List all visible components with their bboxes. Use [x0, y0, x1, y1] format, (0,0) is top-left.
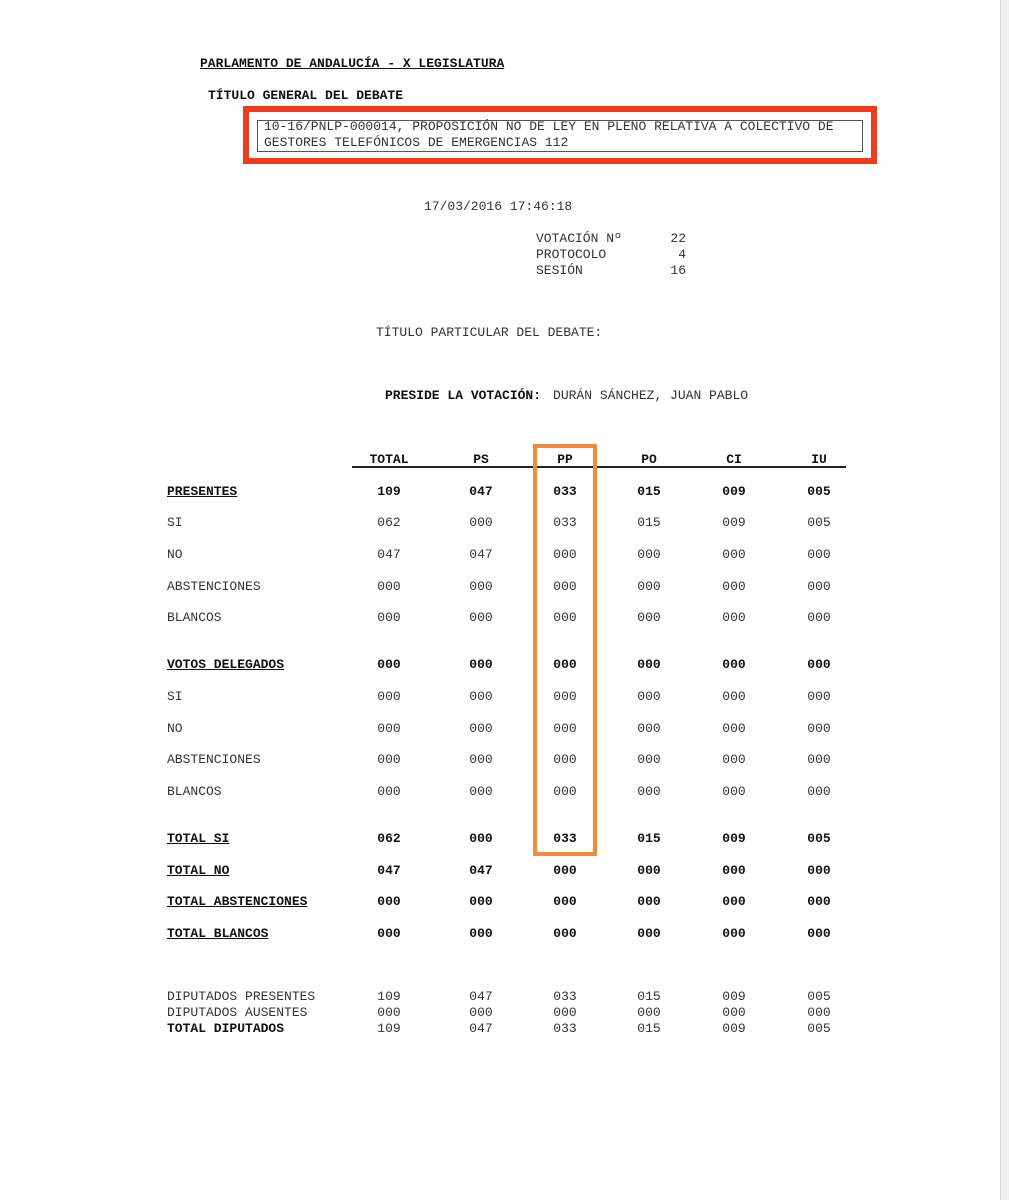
table-cell: 000	[553, 579, 577, 594]
column-header-pp: PP	[557, 452, 573, 467]
table-cell: 000	[722, 579, 746, 594]
table-cell: 005	[807, 831, 831, 846]
table-cell: 000	[553, 721, 577, 736]
table-cell: 000	[469, 926, 493, 941]
table-cell: 015	[637, 484, 661, 499]
table-cell: 015	[637, 831, 661, 846]
table-cell: 000	[553, 926, 577, 941]
column-header-iu: IU	[811, 452, 827, 467]
summary-cell: 109	[377, 1021, 401, 1036]
summary-label: TOTAL DIPUTADOS	[167, 1021, 285, 1036]
row-label: ABSTENCIONES	[167, 579, 261, 594]
row-label: SI	[167, 689, 183, 704]
table-cell: 109	[377, 484, 401, 499]
summary-cell: 047	[469, 989, 493, 1004]
table-cell: 033	[553, 484, 577, 499]
table-cell: 000	[553, 547, 577, 562]
column-header-total: TOTAL	[369, 452, 409, 467]
table-cell: 000	[377, 926, 401, 941]
summary-cell: 109	[377, 989, 401, 1004]
table-cell: 000	[553, 689, 577, 704]
table-cell: 005	[807, 515, 831, 530]
table-cell: 000	[553, 863, 577, 878]
table-cell: 000	[637, 721, 661, 736]
table-cell: 000	[637, 547, 661, 562]
table-cell: 047	[469, 547, 493, 562]
table-cell: 000	[722, 721, 746, 736]
particular-title-label: TÍTULO PARTICULAR DEL DEBATE:	[376, 325, 603, 340]
column-header-po: PO	[641, 452, 657, 467]
table-cell: 000	[469, 894, 493, 909]
table-cell: 047	[377, 547, 401, 562]
row-label: ABSTENCIONES	[167, 752, 261, 767]
general-title-text	[264, 119, 864, 151]
summary-cell: 033	[553, 989, 577, 1004]
row-label: BLANCOS	[167, 784, 222, 799]
table-cell: 000	[722, 926, 746, 941]
table-cell: 000	[722, 894, 746, 909]
row-label: BLANCOS	[167, 610, 222, 625]
table-cell: 000	[553, 610, 577, 625]
general-title-line-1: 10-16/PNLP-000014, PROPOSICIÓN NO DE LEY EN PLENO RELATIVA A COLECTIVO DE	[264, 119, 834, 134]
row-label: TOTAL BLANCOS	[167, 926, 269, 941]
table-cell: 000	[807, 657, 831, 672]
table-cell: 005	[807, 484, 831, 499]
table-cell: 000	[377, 752, 401, 767]
table-cell: 047	[469, 863, 493, 878]
votacion-label: VOTACIÓN Nº	[536, 231, 622, 246]
summary-cell: 009	[722, 989, 746, 1004]
parliament-heading: PARLAMENTO DE ANDALUCÍA - X LEGISLATURA	[200, 56, 505, 71]
table-cell: 062	[377, 515, 401, 530]
protocolo-value: 4	[678, 247, 686, 262]
table-cell: 000	[553, 784, 577, 799]
table-cell: 000	[807, 752, 831, 767]
table-cell: 015	[637, 515, 661, 530]
table-cell: 000	[377, 784, 401, 799]
table-header-rule	[352, 466, 846, 468]
pp-column-highlight	[533, 444, 597, 856]
table-cell: 000	[377, 721, 401, 736]
table-cell: 000	[637, 689, 661, 704]
table-cell: 000	[469, 831, 493, 846]
table-cell: 000	[807, 926, 831, 941]
table-cell: 000	[637, 579, 661, 594]
table-cell: 033	[553, 515, 577, 530]
table-cell: 000	[553, 657, 577, 672]
page-edge	[1000, 0, 1009, 1200]
general-title-label: TÍTULO GENERAL DEL DEBATE	[208, 88, 404, 103]
summary-label: DIPUTADOS AUSENTES	[167, 1005, 308, 1020]
summary-cell: 047	[469, 1021, 493, 1036]
table-cell: 000	[807, 689, 831, 704]
table-cell: 000	[722, 784, 746, 799]
table-cell: 000	[469, 752, 493, 767]
table-cell: 062	[377, 831, 401, 846]
summary-cell: 005	[807, 989, 831, 1004]
table-cell: 000	[637, 894, 661, 909]
row-label: TOTAL ABSTENCIONES	[167, 894, 308, 909]
presides-name: DURÁN SÁNCHEZ, JUAN PABLO	[553, 388, 749, 403]
table-cell: 000	[722, 863, 746, 878]
table-cell: 000	[377, 689, 401, 704]
table-cell: 000	[807, 610, 831, 625]
row-label: TOTAL SI	[167, 831, 230, 846]
summary-cell: 009	[722, 1021, 746, 1036]
table-cell: 000	[807, 547, 831, 562]
summary-cell: 015	[637, 989, 661, 1004]
summary-label: DIPUTADOS PRESENTES	[167, 989, 316, 1004]
summary-cell: 000	[377, 1005, 401, 1020]
summary-cell: 000	[553, 1005, 577, 1020]
table-cell: 000	[637, 610, 661, 625]
general-title-line-2: GESTORES TELEFÓNICOS DE EMERGENCIAS 112	[264, 135, 569, 150]
vote-metadata	[536, 231, 686, 279]
presides-line	[385, 388, 748, 403]
table-cell: 000	[722, 657, 746, 672]
table-cell: 000	[469, 515, 493, 530]
sesion-value: 16	[670, 263, 686, 278]
summary-cell: 033	[553, 1021, 577, 1036]
table-cell: 000	[807, 894, 831, 909]
table-cell: 009	[722, 515, 746, 530]
table-cell: 000	[469, 721, 493, 736]
table-cell: 000	[722, 610, 746, 625]
table-cell: 000	[637, 926, 661, 941]
table-cell: 047	[377, 863, 401, 878]
summary-cell: 015	[637, 1021, 661, 1036]
sesion-row	[536, 263, 686, 279]
table-cell: 000	[469, 579, 493, 594]
table-cell: 000	[377, 610, 401, 625]
vote-datetime: 17/03/2016 17:46:18	[424, 199, 573, 214]
table-cell: 000	[637, 752, 661, 767]
row-label: PRESENTES	[167, 484, 238, 499]
table-cell: 000	[807, 863, 831, 878]
table-cell: 000	[377, 657, 401, 672]
sesion-label: SESIÓN	[536, 263, 583, 278]
protocolo-label: PROTOCOLO	[536, 247, 607, 262]
table-cell: 000	[469, 784, 493, 799]
row-label: NO	[167, 547, 183, 562]
summary-cell: 000	[469, 1005, 493, 1020]
presides-label: PRESIDE LA VOTACIÓN:	[385, 388, 542, 403]
row-label: NO	[167, 721, 183, 736]
summary-cell: 000	[637, 1005, 661, 1020]
table-cell: 000	[807, 784, 831, 799]
protocolo-row	[536, 247, 686, 263]
row-label: TOTAL NO	[167, 863, 230, 878]
summary-cell: 000	[807, 1005, 831, 1020]
table-cell: 000	[469, 689, 493, 704]
table-cell: 000	[553, 752, 577, 767]
table-cell: 000	[722, 547, 746, 562]
table-cell: 009	[722, 484, 746, 499]
votacion-row	[536, 231, 686, 247]
table-cell: 000	[722, 752, 746, 767]
column-header-ps: PS	[473, 452, 489, 467]
table-cell: 000	[722, 689, 746, 704]
row-label: SI	[167, 515, 183, 530]
table-cell: 000	[807, 579, 831, 594]
table-cell: 009	[722, 831, 746, 846]
row-label: VOTOS DELEGADOS	[167, 657, 285, 672]
votacion-value: 22	[670, 231, 686, 246]
table-cell: 047	[469, 484, 493, 499]
table-cell: 000	[637, 657, 661, 672]
table-cell: 033	[553, 831, 577, 846]
table-cell: 000	[553, 894, 577, 909]
table-cell: 000	[469, 610, 493, 625]
summary-cell: 000	[722, 1005, 746, 1020]
summary-cell: 005	[807, 1021, 831, 1036]
table-cell: 000	[807, 721, 831, 736]
table-cell: 000	[377, 579, 401, 594]
table-cell: 000	[637, 784, 661, 799]
table-cell: 000	[637, 863, 661, 878]
column-header-ci: CI	[726, 452, 742, 467]
table-cell: 000	[469, 657, 493, 672]
table-cell: 000	[377, 894, 401, 909]
